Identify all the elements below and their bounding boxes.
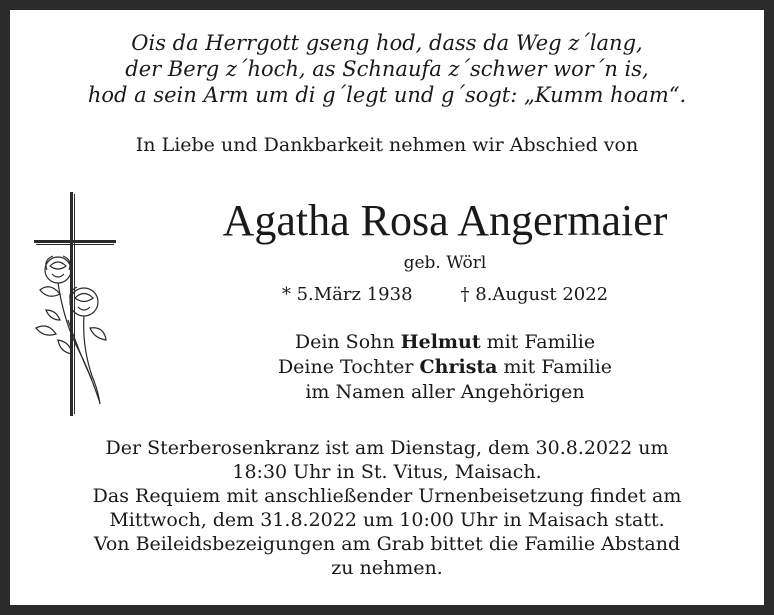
maiden-name: geb. Wörl	[403, 253, 487, 273]
farewell-intro: In Liebe und Dankbarkeit nehmen wir Abschied von	[135, 134, 639, 156]
poem	[0, 30, 774, 108]
cross-with-roses-icon	[28, 190, 124, 420]
service-details	[0, 436, 774, 580]
mourner-line: Dein Sohn Helmut mit Familie	[294, 331, 596, 353]
poem-line: hod a sein Arm um di g´legt und g´sogt: „Kumm hoam“.	[87, 83, 687, 107]
poem-line: der Berg z´hoch, as Schnaufa z´schwer wor´n is,	[125, 57, 649, 81]
life-dates	[140, 283, 750, 307]
details-line: Der Sterberosenkranz ist am Dienstag, dem 30.8.2022 um	[105, 437, 669, 459]
details-line: Von Beileidsbezeigungen am Grab bittet die Familie Abstand	[93, 533, 681, 555]
death-date: † 8.August 2022	[460, 284, 609, 305]
poem-line: Ois da Herrgott gseng hod, dass da Weg z´lang,	[131, 31, 643, 55]
mourner-line: im Namen aller Angehörigen	[305, 381, 585, 403]
mourners-list	[140, 330, 750, 405]
details-line: Das Requiem mit anschließender Urnenbeisetzung findet am	[92, 485, 682, 507]
details-line: 18:30 Uhr in St. Vitus, Maisach.	[232, 461, 542, 483]
details-line: Mittwoch, dem 31.8.2022 um 10:00 Uhr in Maisach statt.	[109, 509, 665, 531]
mourner-line: Deine Tochter Christa mit Familie	[277, 356, 613, 378]
details-line: zu nehmen.	[331, 557, 443, 579]
deceased-name: Agatha Rosa Angermaier	[222, 196, 668, 245]
birth-date: * 5.März 1938	[281, 284, 413, 305]
